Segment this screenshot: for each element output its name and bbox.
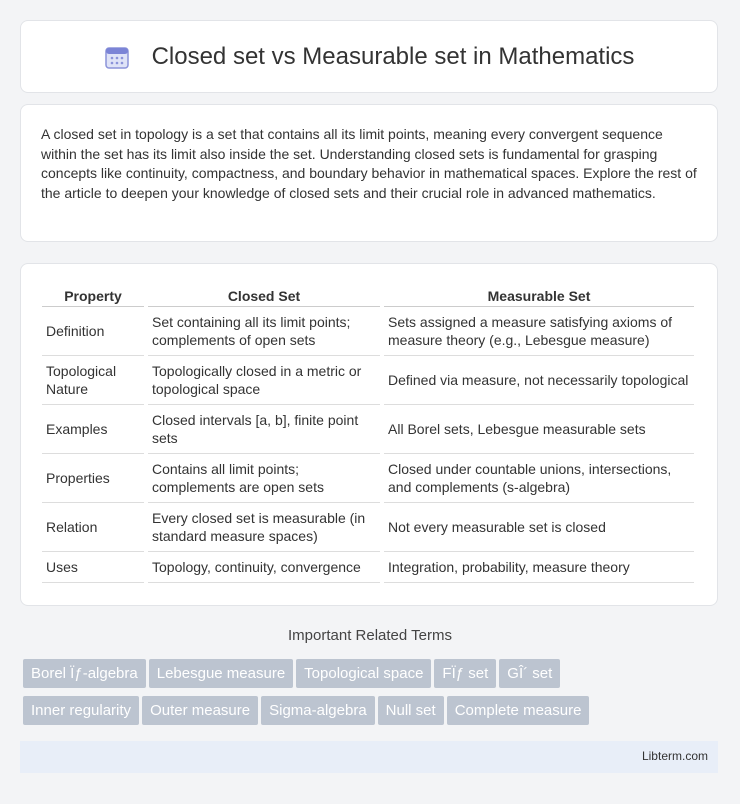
comparison-card (20, 263, 718, 606)
related-term-tag[interactable]: Lebesgue measure (149, 659, 293, 688)
table-cell: Every closed set is measurable (in standard measure spaces) (148, 503, 380, 552)
related-term-tag[interactable]: FÏƒ set (434, 659, 496, 688)
column-header: Measurable Set (384, 282, 694, 307)
intro-card (20, 104, 718, 242)
related-term-tag[interactable]: Borel Ïƒ-algebra (23, 659, 146, 688)
table-row (42, 307, 694, 356)
column-header: Closed Set (148, 282, 380, 307)
footer (20, 741, 718, 773)
table-row (42, 356, 694, 405)
related-term-tag[interactable]: Complete measure (447, 696, 590, 725)
table-row (42, 503, 694, 552)
table-row (42, 454, 694, 503)
table-cell: Examples (42, 405, 144, 454)
table-cell: Properties (42, 454, 144, 503)
comparison-table (38, 282, 698, 583)
table-row (42, 552, 694, 583)
related-term-tag[interactable]: GÎ´ set (499, 659, 560, 688)
table-cell: Set containing all its limit points; complements of open sets (148, 307, 380, 356)
table-row (42, 405, 694, 454)
table-cell: Closed under countable unions, intersections, and complements (s-algebra) (384, 454, 694, 503)
table-cell: Relation (42, 503, 144, 552)
related-terms-title: Important Related Terms (288, 627, 452, 644)
related-term-tag[interactable]: Inner regularity (23, 696, 139, 725)
footer-site-link[interactable]: Libterm.com (641, 749, 708, 763)
table-cell: All Borel sets, Lebesgue measurable sets (384, 405, 694, 454)
column-header: Property (42, 282, 144, 307)
table-cell: Sets assigned a measure satisfying axioms of measure theory (e.g., Lebesgue measure) (384, 307, 694, 356)
related-term-tag[interactable]: Null set (378, 696, 444, 725)
table-cell: Topologically closed in a metric or topological space (148, 356, 380, 405)
calendar-icon (104, 44, 130, 70)
table-cell: Defined via measure, not necessarily topological (384, 356, 694, 405)
table-cell: Uses (42, 552, 144, 583)
related-term-tag[interactable]: Sigma-algebra (261, 696, 375, 725)
table-cell: Topological Nature (42, 356, 144, 405)
page-title: Closed set vs Measurable set in Mathematics (151, 42, 635, 70)
related-terms-list (23, 659, 723, 733)
table-cell: Definition (42, 307, 144, 356)
intro-text: A closed set in topology is a set that contains all its limit points, meaning every convergent sequence within the set has its limit also inside the set. Understanding closed sets is fundamental for grasping concepts like continuity, compactness, and boundary behavior in mathematical spaces. Explore the rest of the article to deepen your knowledge of closed sets and their crucial role in advanced mathematics. (41, 126, 697, 201)
table-cell: Integration, probability, measure theory (384, 552, 694, 583)
table-cell: Closed intervals [a, b], finite point sets (148, 405, 380, 454)
table-cell: Contains all limit points; complements are open sets (148, 454, 380, 503)
table-cell: Topology, continuity, convergence (148, 552, 380, 583)
page-header (20, 20, 718, 93)
related-term-tag[interactable]: Topological space (296, 659, 431, 688)
related-term-tag[interactable]: Outer measure (142, 696, 258, 725)
table-cell: Not every measurable set is closed (384, 503, 694, 552)
table-header-row (42, 282, 694, 307)
